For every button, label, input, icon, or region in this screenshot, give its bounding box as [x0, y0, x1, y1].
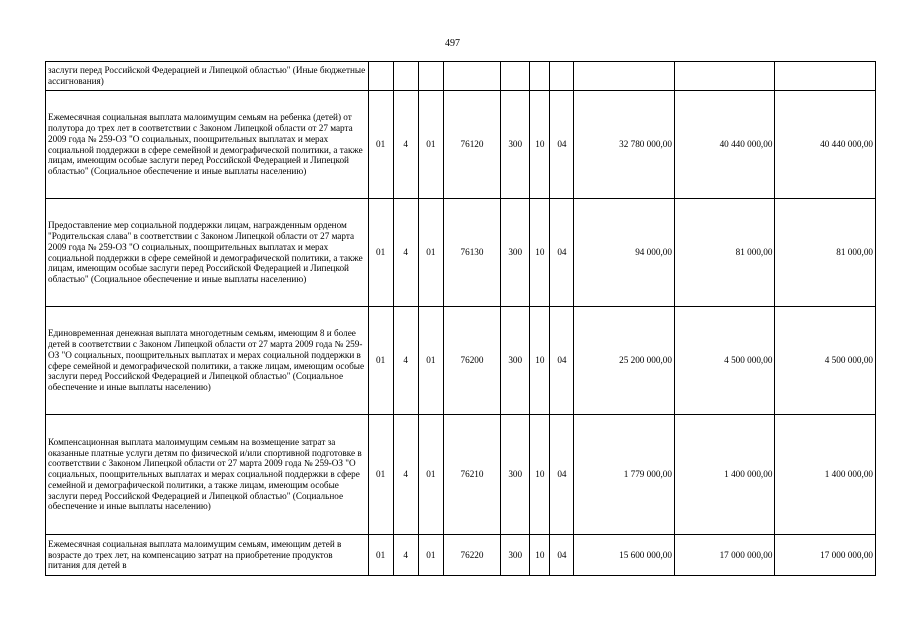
code-cell: 10 [530, 535, 550, 576]
code-cell [418, 62, 443, 91]
code-cell: 04 [550, 199, 574, 307]
code-cell: 76220 [443, 535, 500, 576]
code-cell: 01 [368, 199, 393, 307]
code-cell: 01 [368, 535, 393, 576]
code-cell: 01 [368, 415, 393, 535]
code-cell: 04 [550, 91, 574, 199]
code-cell: 300 [501, 199, 530, 307]
code-cell: 300 [501, 415, 530, 535]
code-cell: 76200 [443, 307, 500, 415]
code-cell [501, 62, 530, 91]
code-cell: 300 [501, 535, 530, 576]
code-cell [530, 62, 550, 91]
code-cell: 04 [550, 415, 574, 535]
table-row [46, 62, 876, 91]
code-cell: 04 [550, 535, 574, 576]
amount-cell: 1 400 000,00 [674, 415, 774, 535]
code-cell: 01 [368, 307, 393, 415]
budget-table [45, 61, 876, 576]
code-cell: 300 [501, 307, 530, 415]
amount-cell: 81 000,00 [674, 199, 774, 307]
amount-cell: 4 500 000,00 [674, 307, 774, 415]
table-row [46, 535, 876, 576]
code-cell [443, 62, 500, 91]
code-cell: 01 [418, 415, 443, 535]
row-description: Ежемесячная социальная выплата малоимущим семьям, имеющим детей в возрасте до трех лет, на компенсацию затрат на приобретение продуктов питания для детей в [46, 535, 369, 576]
amount-cell: 40 440 000,00 [775, 91, 876, 199]
code-cell: 01 [418, 535, 443, 576]
code-cell: 4 [393, 415, 418, 535]
amount-cell [775, 62, 876, 91]
row-description: заслуги перед Российской Федерацией и Липецкой областью" (Иные бюджетные ассигнования) [46, 62, 369, 91]
table-row [46, 91, 876, 199]
code-cell: 10 [530, 415, 550, 535]
table-row [46, 415, 876, 535]
code-cell [550, 62, 574, 91]
code-cell: 01 [418, 199, 443, 307]
table-row [46, 307, 876, 415]
amount-cell: 81 000,00 [775, 199, 876, 307]
amount-cell: 94 000,00 [574, 199, 674, 307]
code-cell: 300 [501, 91, 530, 199]
code-cell: 4 [393, 199, 418, 307]
amount-cell: 1 400 000,00 [775, 415, 876, 535]
code-cell: 76130 [443, 199, 500, 307]
code-cell: 01 [418, 91, 443, 199]
code-cell: 10 [530, 199, 550, 307]
code-cell: 4 [393, 535, 418, 576]
code-cell [368, 62, 393, 91]
page-number: 497 [445, 38, 460, 49]
code-cell: 10 [530, 91, 550, 199]
code-cell: 04 [550, 307, 574, 415]
amount-cell: 40 440 000,00 [674, 91, 774, 199]
amount-cell: 4 500 000,00 [775, 307, 876, 415]
code-cell: 01 [368, 91, 393, 199]
row-description: Предоставление мер социальной поддержки лицам, награжденным орденом "Родительская слава" в соответствии с Законом Липецкой области от 27 марта 2009 года № 259-ОЗ "О социальных, поощрительных выплатах и мерах социальной поддержки в сфере семейной и демографической политики, а также лицам, имеющим особые заслуги перед Российской Федерацией и Липецкой областью" (Социальное обеспечение и иные выплаты населению) [46, 199, 369, 307]
amount-cell: 32 780 000,00 [574, 91, 674, 199]
code-cell: 01 [418, 307, 443, 415]
row-description: Компенсационная выплата малоимущим семьям на возмещение затрат за оказанные платные услуги детям по физической и/или спортивной подготовке в соответствии с Законом Липецкой области от 27 марта 2009 года № 259-ОЗ "О социальных, поощрительных выплатах и мерах социальной поддержки в сфере семейной и демографической политики, а также лицам, имеющим особые заслуги перед Российской Федерацией и Липецкой областью" (Социальное обеспечение и иные выплаты населению) [46, 415, 369, 535]
amount-cell: 15 600 000,00 [574, 535, 674, 576]
code-cell [393, 62, 418, 91]
amount-cell: 17 000 000,00 [674, 535, 774, 576]
amount-cell [674, 62, 774, 91]
code-cell: 10 [530, 307, 550, 415]
row-description: Единовременная денежная выплата многодетным семьям, имеющим 8 и более детей в соответствии с Законом Липецкой области от 27 марта 2009 года № 259-ОЗ "О социальных, поощрительных выплатах и мерах социальной поддержки в сфере семейной и демографической политики, а также лицам, имеющим особые заслуги перед Российской Федерацией и Липецкой областью" (Социальное обеспечение и иные выплаты населению) [46, 307, 369, 415]
amount-cell: 1 779 000,00 [574, 415, 674, 535]
amount-cell: 17 000 000,00 [775, 535, 876, 576]
amount-cell: 25 200 000,00 [574, 307, 674, 415]
code-cell: 76210 [443, 415, 500, 535]
row-description: Ежемесячная социальная выплата малоимущим семьям на ребенка (детей) от полутора до трех лет в соответствии с Законом Липецкой области от 27 марта 2009 года № 259-ОЗ "О социальных, поощрительных выплатах и мерах социальной поддержки в сфере семейной и демографической политики, а также лицам, имеющим особые заслуги перед Российской Федерацией и Липецкой областью" (Социальное обеспечение и иные выплаты населению) [46, 91, 369, 199]
table-row [46, 199, 876, 307]
code-cell: 76120 [443, 91, 500, 199]
code-cell: 4 [393, 91, 418, 199]
code-cell: 4 [393, 307, 418, 415]
amount-cell [574, 62, 674, 91]
